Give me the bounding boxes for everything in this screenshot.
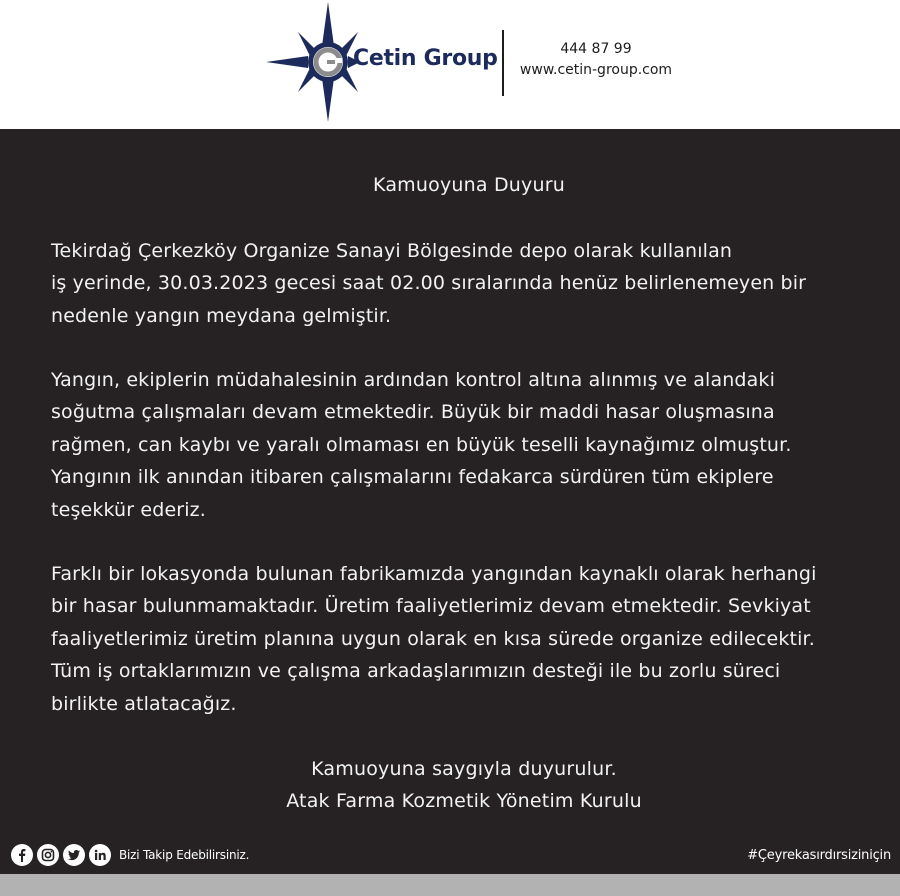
paragraph-line: bir hasar bulunmamaktadır. Üretim faaliyetlerimiz devam etmektedir. Sevkiyat bbox=[51, 595, 811, 618]
paragraph-line: Yangın, ekiplerin müdahalesinin ardından kontrol altına alınmış ve alandaki bbox=[51, 369, 776, 391]
paragraph-line: Farklı bir lokasyonda bulunan fabrikamızda yangından kaynaklı olarak herhangi bbox=[51, 563, 817, 585]
closing-line: Kamuoyuna saygıyla duyurulur. bbox=[311, 758, 617, 780]
brand-name: Cetin Group bbox=[353, 46, 498, 71]
paragraph-line: Tüm iş ortaklarımızın ve çalışma arkadaşlarımızın desteği ile bu zorlu süreci bbox=[51, 660, 781, 683]
social-links bbox=[11, 844, 249, 866]
linkedin-icon[interactable] bbox=[89, 844, 111, 866]
hashtag: #Çeyrekasırdırsiziniçin bbox=[747, 848, 891, 863]
announcement-title: Kamuoyuna Duyuru bbox=[373, 174, 565, 196]
paragraph-line: rağmen, can kaybı ve yaralı olmaması en büyük teselli kaynağımız olmuştur. bbox=[51, 433, 792, 456]
paragraph-line: teşekkür ederiz. bbox=[51, 498, 206, 521]
paragraph-line: soğutma çalışmaları devam etmektedir. Büyük bir maddi hasar oluşmasına bbox=[51, 401, 775, 424]
compass-logo-icon bbox=[264, 0, 360, 124]
paragraph-line: faaliyetlerimiz üretim planına uygun olarak en kısa sürede organize edilecektir. bbox=[51, 627, 815, 650]
paragraph-line: nedenle yangın meydana gelmiştir. bbox=[51, 304, 392, 327]
paragraph-line: birlikte atlatacağız. bbox=[51, 692, 237, 715]
website-link[interactable]: www.cetin-group.com bbox=[519, 62, 673, 78]
closing-block bbox=[0, 753, 900, 817]
header-divider bbox=[502, 30, 504, 96]
paragraph-line: iş yerinde, 30.03.2023 gecesi saat 02.00 sıralarında henüz belirlenemeyen bir bbox=[51, 272, 807, 295]
signature: Atak Farma Kozmetik Yönetim Kurulu bbox=[286, 790, 642, 812]
paragraph-line: Tekirdağ Çerkezköy Organize Sanayi Bölgesinde depo olarak kullanılan bbox=[51, 240, 733, 262]
paragraph-1 bbox=[51, 235, 881, 332]
instagram-icon[interactable] bbox=[37, 844, 59, 866]
phone-number: 444 87 99 bbox=[560, 41, 632, 57]
paragraph-2 bbox=[51, 364, 881, 526]
bottom-strip bbox=[0, 874, 900, 896]
follow-text: Bizi Takip Edebilirsiniz. bbox=[119, 848, 250, 862]
header bbox=[0, 0, 900, 129]
twitter-icon[interactable] bbox=[63, 844, 85, 866]
paragraph-line: Yangının ilk anından itibaren çalışmalarını fedakarca sürdüren tüm ekiplere bbox=[51, 466, 774, 489]
paragraph-3 bbox=[51, 558, 881, 720]
facebook-icon[interactable] bbox=[11, 844, 33, 866]
announcement-body bbox=[0, 129, 900, 874]
